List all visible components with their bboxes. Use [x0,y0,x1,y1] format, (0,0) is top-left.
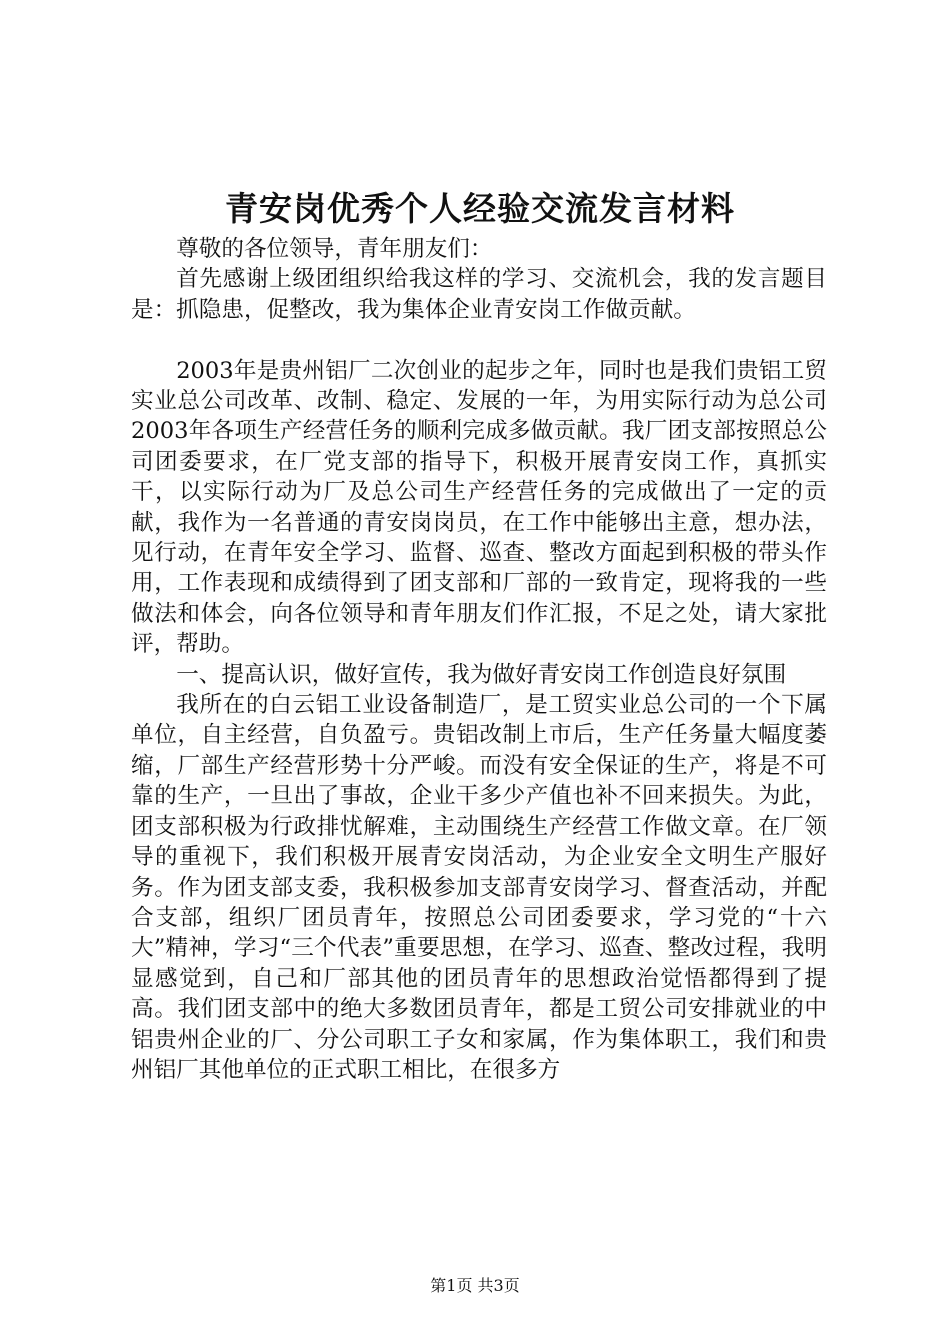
background-paragraph: 2003年是贵州铝厂二次创业的起步之年，同时也是我们贵铝工贸实业总公司改革、改制、稳定、发展的一年，为用实际行动为总公司2003年各项生产经营任务的顺利完成多做贡献。我厂团支部按照总公司团委要求，在厂党支部的指导下，积极开展青安岗工作，真抓实干，以实际行动为厂及总公司生产经营任务的完成做出了一定的贡献，我作为一名普通的青安岗岗员，在工作中能够出主意，想办法，见行动，在青年安全学习、监督、巡查、整改方面起到积极的带头作用，工作表现和成绩得到了团支部和厂部的一致肯定，现将我的一些做法和体会，向各位领导和青年朋友们作汇报，不足之处，请大家批评，帮助。 [131,357,827,658]
document-body [131,234,827,1085]
paragraph-spacer [131,325,827,355]
section-heading: 一、提高认识，做好宣传，我为做好青安岗工作创造良好氛围 [176,661,787,688]
intro-paragraph: 首先感谢上级团组织给我这样的学习、交流机会，我的发言题目是：抓隐患，促整改，我为集体企业青安岗工作做贡献。 [131,266,827,323]
document-title: 青安岗优秀个人经验交流发言材料 [225,189,735,228]
salutation-paragraph: 尊敬的各位领导，青年朋友们： [176,236,493,262]
page-footer: 第1页 共3页 [430,1276,520,1295]
section-body-paragraph: 我所在的白云铝工业设备制造厂，是工贸实业总公司的一个下属单位，自主经营，自负盈亏。贵铝改制上市后，生产任务量大幅度萎缩，厂部生产经营形势十分严峻。而没有安全保证的生产，将是不可靠的生产，一旦出了事故，企业干多少产值也补不回来损失。为此，团支部积极为行政排忧解难，主动围绕生产经营工作做文章。在厂领导的重视下，我们积极开展青安岗活动，为企业安全文明生产服好务。作为团支部支委，我积极参加支部青安岗学习、督查活动，并配合支部，组织厂团员青年，按照总公司团委要求，学习党的“十六大”精神，学习“三个代表”重要思想，在学习、巡查、整改过程，我明显感觉到，自己和厂部其他的团员青年的思想政治觉悟都得到了提高。我们团支部中的绝大多数团员青年，都是工贸公司安排就业的中铝贵州企业的厂、分公司职工子女和家属，作为集体职工，我们和贵州铝厂其他单位的正式职工相比，在很多方 [131,692,827,1083]
